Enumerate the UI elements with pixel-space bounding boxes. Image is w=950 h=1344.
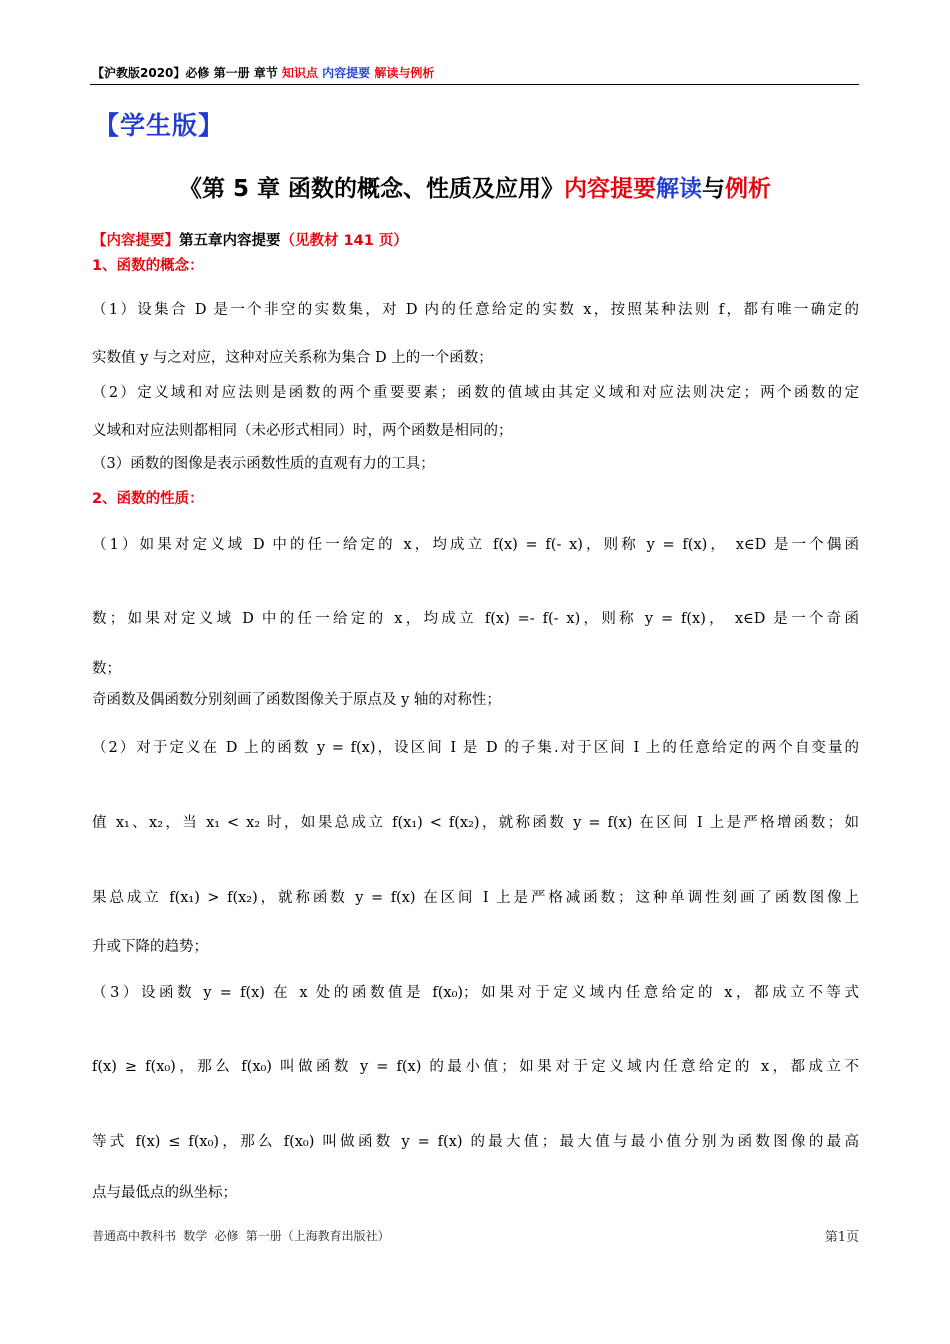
header-divider <box>90 84 859 85</box>
page-footer <box>92 1227 859 1244</box>
running-header <box>92 64 434 81</box>
prop-line-7: 果总成立 f(x₁) > f(x₂)，就称函数 y = f(x) 在区间 I 上是严格减函数；这种单调性刻画了函数图像上 <box>92 890 859 906</box>
prop-line-5: （2）对于定义在 D 上的函数 y = f(x)，设区间 I 是 D 的子集.对于区间 I 上的任意给定的两个自变量的 <box>92 740 859 756</box>
prop-line-6: 值 x₁、x₂，当 x₁ < x₂ 时，如果总成立 f(x₁) < f(x₂)，就称函数 y = f(x) 在区间 I 上是严格增函数；如 <box>92 815 859 831</box>
title-examples: 例析 <box>725 176 772 202</box>
prop-line-12: 点与最低点的纵坐标； <box>92 1185 237 1201</box>
header-knowledge: 知识点 <box>281 66 323 80</box>
page-title <box>0 170 950 203</box>
prop-line-4: 奇函数及偶函数分别刻画了函数图像关于原点及 y 轴的对称性； <box>92 692 501 708</box>
summary-heading <box>92 229 408 250</box>
header-summary: 内容提要 <box>322 66 375 80</box>
summary-text: 第五章内容提要 <box>179 233 281 249</box>
concept-para-1b: 实数值 y 与之对应，这种对应关系称为集合 D 上的一个函数； <box>92 350 493 366</box>
summary-tag: 【内容提要】 <box>92 233 179 249</box>
title-and: 与 <box>702 176 726 202</box>
concept-para-3: （3）函数的图像是表示函数性质的直观有力的工具； <box>92 456 435 472</box>
title-interpret: 解读 <box>656 176 703 202</box>
title-summary: 内容提要 <box>564 176 657 202</box>
concept-para-1a: （1）设集合 D 是一个非空的实数集，对 D 内的任意给定的实数 x，按照某种法则 f，都有唯一确定的 <box>92 302 859 318</box>
summary-reference: （见教材 141 页） <box>280 233 408 249</box>
footer-book: 普通高中教科书 数学 必修 第一册（上海教育出版社） <box>92 1229 390 1243</box>
prop-line-1: （1）如果对定义域 D 中的任一给定的 x，均成立 f(x) = f(- x)，则称 y = f(x)， x∈D 是一个偶函 <box>92 537 859 553</box>
student-edition-badge: 【学生版】 <box>94 111 225 140</box>
prop-line-2: 数；如果对定义域 D 中的任一给定的 x，均成立 f(x) =- f(- x)，则称 y = f(x)， x∈D 是一个奇函 <box>92 611 859 627</box>
section-heading-properties: 2、函数的性质： <box>92 491 204 507</box>
prop-line-10: f(x) ≥ f(x₀)，那么 f(x₀) 叫做函数 y = f(x) 的最小值；如果对于定义域内任意给定的 x，都成立不 <box>92 1059 859 1075</box>
header-analysis: 解读与例析 <box>374 66 435 80</box>
section-heading-concept: 1、函数的概念： <box>92 258 204 274</box>
header-series: 【沪教版2020】必修 第一册 章节 <box>92 66 282 80</box>
prop-line-8: 升或下降的趋势； <box>92 939 208 955</box>
prop-line-3: 数； <box>92 661 121 677</box>
concept-para-2a: （2）定义域和对应法则是函数的两个重要要素；函数的值域由其定义域和对应法则决定；两个函数的定 <box>92 385 859 401</box>
prop-line-11: 等式 f(x) ≤ f(x₀)，那么 f(x₀) 叫做函数 y = f(x) 的最大值；最大值与最小值分别为函数图像的最高 <box>92 1134 859 1150</box>
concept-para-2b: 义域和对应法则都相同（未必形式相同）时，两个函数是相同的； <box>92 423 513 439</box>
page-number: 第1页 <box>824 1230 859 1245</box>
title-chapter: 《第 5 章 函数的概念、性质及应用》 <box>178 176 565 202</box>
prop-line-9: （3）设函数 y = f(x) 在 x 处的函数值是 f(x₀)；如果对于定义域内任意给定的 x，都成立不等式 <box>92 985 859 1001</box>
